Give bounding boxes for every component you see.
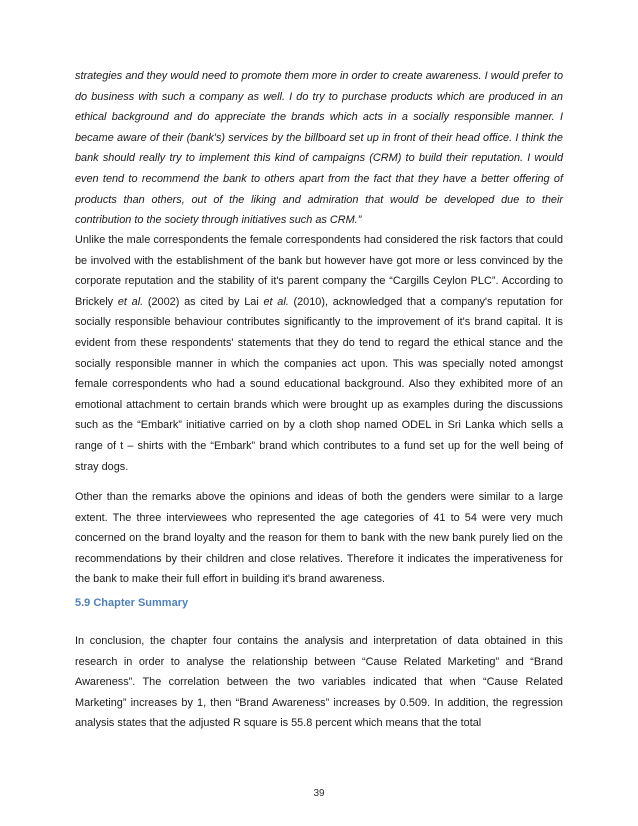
section-heading: 5.9 Chapter Summary — [75, 597, 189, 609]
page-number: 39 — [313, 788, 325, 799]
quote-paragraph: strategies and they would need to promote them more in order to create awareness. I would prefer to do business with such a company as well. I do try to purchase products which are produced in an ethical background and do appreciate the brands which acts in a socially responsible manner. I became aware of their (bank's) services by the billboard set up in front of their head office. I think the bank should really try to implement this kind of campaigns (CRM) to build their reputation. I would even tend to recommend the bank to others apart from the fact that they have a better offering of products than others, out of the liking and admiration that would be developed due to their contribution to the society through initiatives such as CRM.” — [75, 70, 563, 227]
citation-et-al: et al. — [117, 295, 144, 308]
text-run: Unlike the male correspondents the female correspondents had considered the risk factors that could be involved with the establishment of the bank but however have got more or less convinced by the corporate reputation and the stability of it's parent company the “Cargills Ceylon PLC”. According to Brickely — [75, 234, 563, 308]
text-run: (2002) as cited by Lai — [143, 295, 264, 308]
text-run: (2010), acknowledged that a company's reputation for socially responsible behaviour contributes significantly to the improvement of it's brand capital. It is evident from these respondents' statements that they do tend to regard the ethical stance and the socially responsible manner in which the companies act upon. This was specially noted amongst female correspondents who had a sound educational background. Also they exhibited more of an emotional attachment to certain brands which were brought up as examples during the discussions such as the “Embark” initiative carried on by a cloth shop named ODEL in Sri Lanka which sells a range of t – shirts with the “Embark” brand which contributes to a fund set up for the well being of stray dogs. — [75, 295, 563, 473]
body-paragraph-genders: Other than the remarks above the opinions and ideas of both the genders were similar to a large extent. The three interviewees who represented the age categories of 41 to 54 were very much concerned on the brand loyalty and the reason for them to bank with the new bank purely lied on the recommendations by their children and close relatives. Therefore it indicates the imperativeness for the bank to make their full effort in building it's brand awareness. — [75, 491, 563, 586]
citation-et-al: et al. — [263, 295, 289, 308]
body-paragraph-conclusion: In conclusion, the chapter four contains the analysis and interpretation of data obtained in this research in order to analyse the relationship between “Cause Related Marketing” and “Brand Awareness”. The correlation between the two variables indicated that when “Cause Related Marketing” increases by 1, then “Brand Awareness” increases by 0.509. In addition, the regression analysis states that the adjusted R square is 55.8 percent which means that the total — [75, 635, 563, 730]
body-paragraph-female-respondents — [75, 230, 563, 477]
